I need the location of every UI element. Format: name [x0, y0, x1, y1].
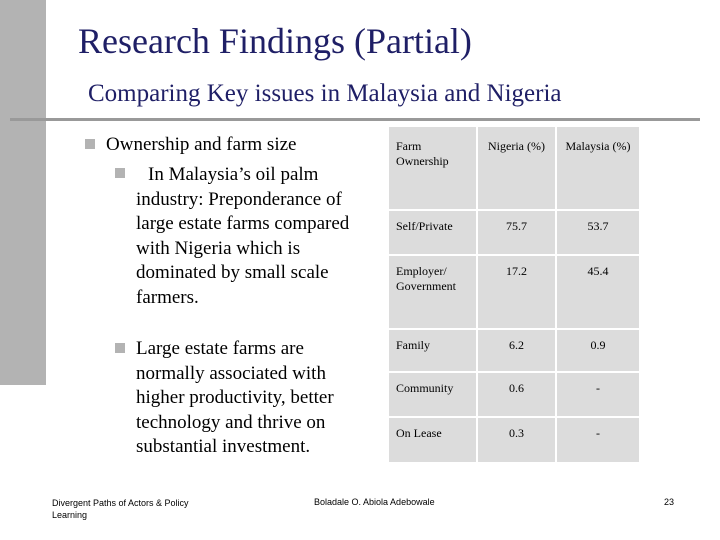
table-row [389, 373, 639, 416]
bullet-text: In Malaysia’s oil palm industry: Preponderance of large estate farms compared with Nigeria which is dominated by small scale farmers. [136, 164, 350, 308]
table-cell: 0.9 [557, 330, 639, 371]
table-row [389, 418, 639, 462]
table-cell: 75.7 [478, 211, 555, 254]
table-cell: Self/Private [389, 211, 476, 254]
table-cell: 53.7 [557, 211, 639, 254]
table-row [389, 330, 639, 371]
bullet-square-icon [85, 139, 95, 149]
table-cell: Employer/ Government [389, 256, 476, 328]
table-cell: 0.6 [478, 373, 555, 416]
left-accent-bar [0, 0, 46, 385]
table-header-row [389, 127, 639, 209]
table-cell: - [557, 418, 639, 462]
bullet-estate-farms: Large estate farms are normally associated with higher productivity, better technology and thrive on substantial investment. [136, 338, 334, 457]
header-farm-ownership: Farm Ownership [389, 127, 476, 209]
table-cell: 6.2 [478, 330, 555, 371]
slide-title: Research Findings (Partial) [78, 21, 472, 61]
table-cell: - [557, 373, 639, 416]
farm-ownership-table [387, 125, 641, 464]
table-cell: 17.2 [478, 256, 555, 328]
table-row [389, 256, 639, 328]
header-nigeria: Nigeria (%) [478, 127, 555, 209]
bullet-square-icon [115, 343, 125, 353]
bullet-ownership: Ownership and farm size [106, 134, 297, 155]
table-cell: Family [389, 330, 476, 371]
footer-author: Boladale O. Abiola Adebowale [314, 497, 435, 507]
table-cell: On Lease [389, 418, 476, 462]
table-row [389, 211, 639, 254]
page-number: 23 [664, 497, 675, 507]
table-cell: 0.3 [478, 418, 555, 462]
slide-subtitle: Comparing Key issues in Malaysia and Nigeria [88, 80, 562, 107]
bullet-square-icon [115, 168, 125, 178]
title-divider [10, 118, 700, 121]
bullet-malaysia-oil-palm [136, 163, 374, 310]
footer-left-text: Divergent Paths of Actors & Policy Learning [52, 498, 189, 520]
table-cell: Community [389, 373, 476, 416]
table-cell: 45.4 [557, 256, 639, 328]
header-malaysia: Malaysia (%) [557, 127, 639, 209]
